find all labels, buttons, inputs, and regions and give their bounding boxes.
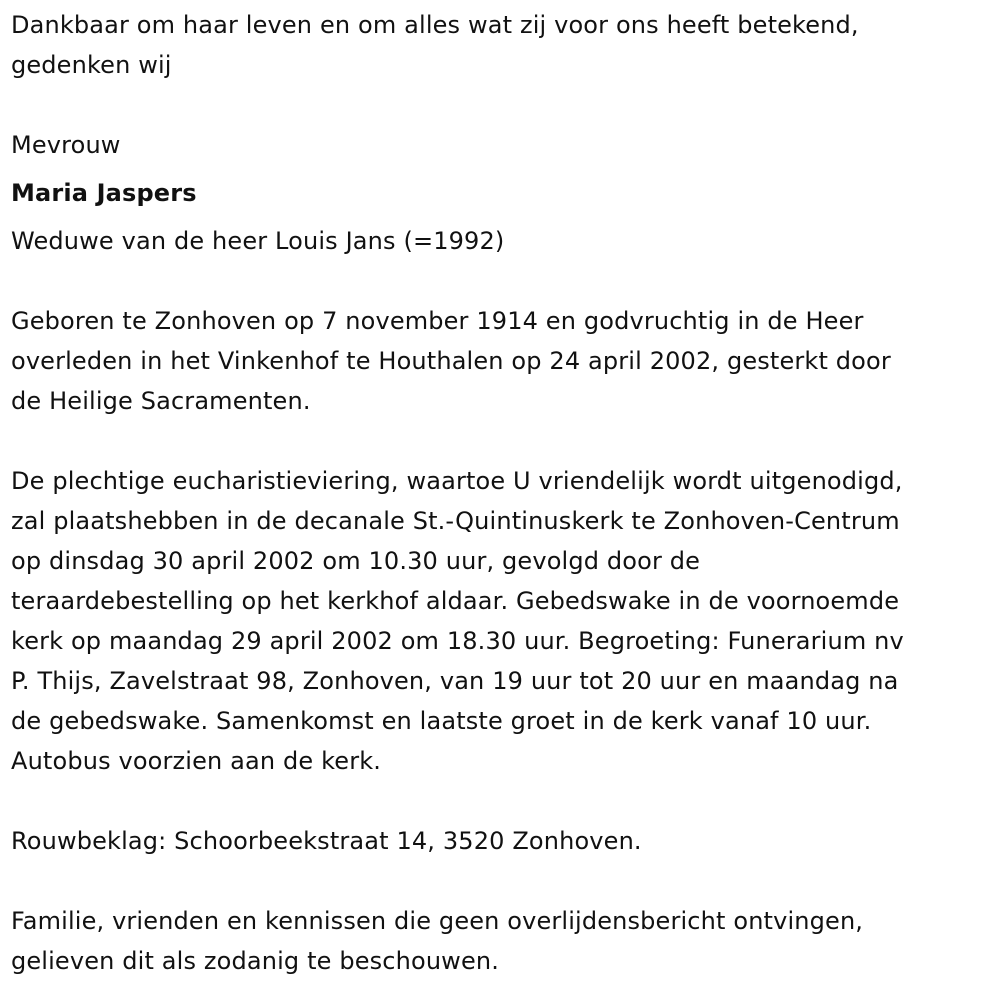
spacer — [11, 261, 996, 301]
intro-paragraph: Dankbaar om haar leven en om alles wat zij voor ons heeft betekend, gedenken wij — [11, 11, 859, 79]
spacer — [11, 85, 996, 125]
spacer — [11, 861, 996, 901]
birth-death-paragraph: Geboren te Zonhoven op 7 november 1914 en godvruchtig in de Heer overleden in het Vinkenhof te Houthalen op 24 april 2002, gesterkt door de Heilige Sacramenten. — [11, 307, 891, 415]
ceremony-paragraph: De plechtige eucharistieviering, waartoe U vriendelijk wordt uitgenodigd, zal plaatshebben in de decanale St.-Quintinuskerk te Zonhoven-Centrum op dinsdag 30 april 2002 om 10.30 uur, gevolgd door de teraardebestelling op het kerkhof aldaar. Gebedswake in de voornoemde kerk op maandag 29 april 2002 om 18.30 uur. Begroeting: Funerarium nv P. Thijs, Zavelstraat 98, Zonhoven, van 19 uur tot 20 uur en maandag na de gebedswake. Samenkomst en laatste groet in de kerk vanaf 10 uur. Autobus voorzien aan de kerk. — [11, 467, 904, 775]
spacer — [11, 421, 996, 461]
deceased-name: Maria Jaspers — [11, 179, 197, 207]
spacer — [11, 781, 996, 821]
condolence-address: Rouwbeklag: Schoorbeekstraat 14, 3520 Zonhoven. — [11, 827, 642, 855]
closing-paragraph: Familie, vrienden en kennissen die geen overlijdensbericht ontvingen, gelieven dit als zodanig te beschouwen. — [11, 907, 864, 975]
widow-of-line: Weduwe van de heer Louis Jans (=1992) — [11, 227, 505, 255]
honorific: Mevrouw — [11, 131, 121, 159]
death-notice-document — [11, 5, 996, 981]
